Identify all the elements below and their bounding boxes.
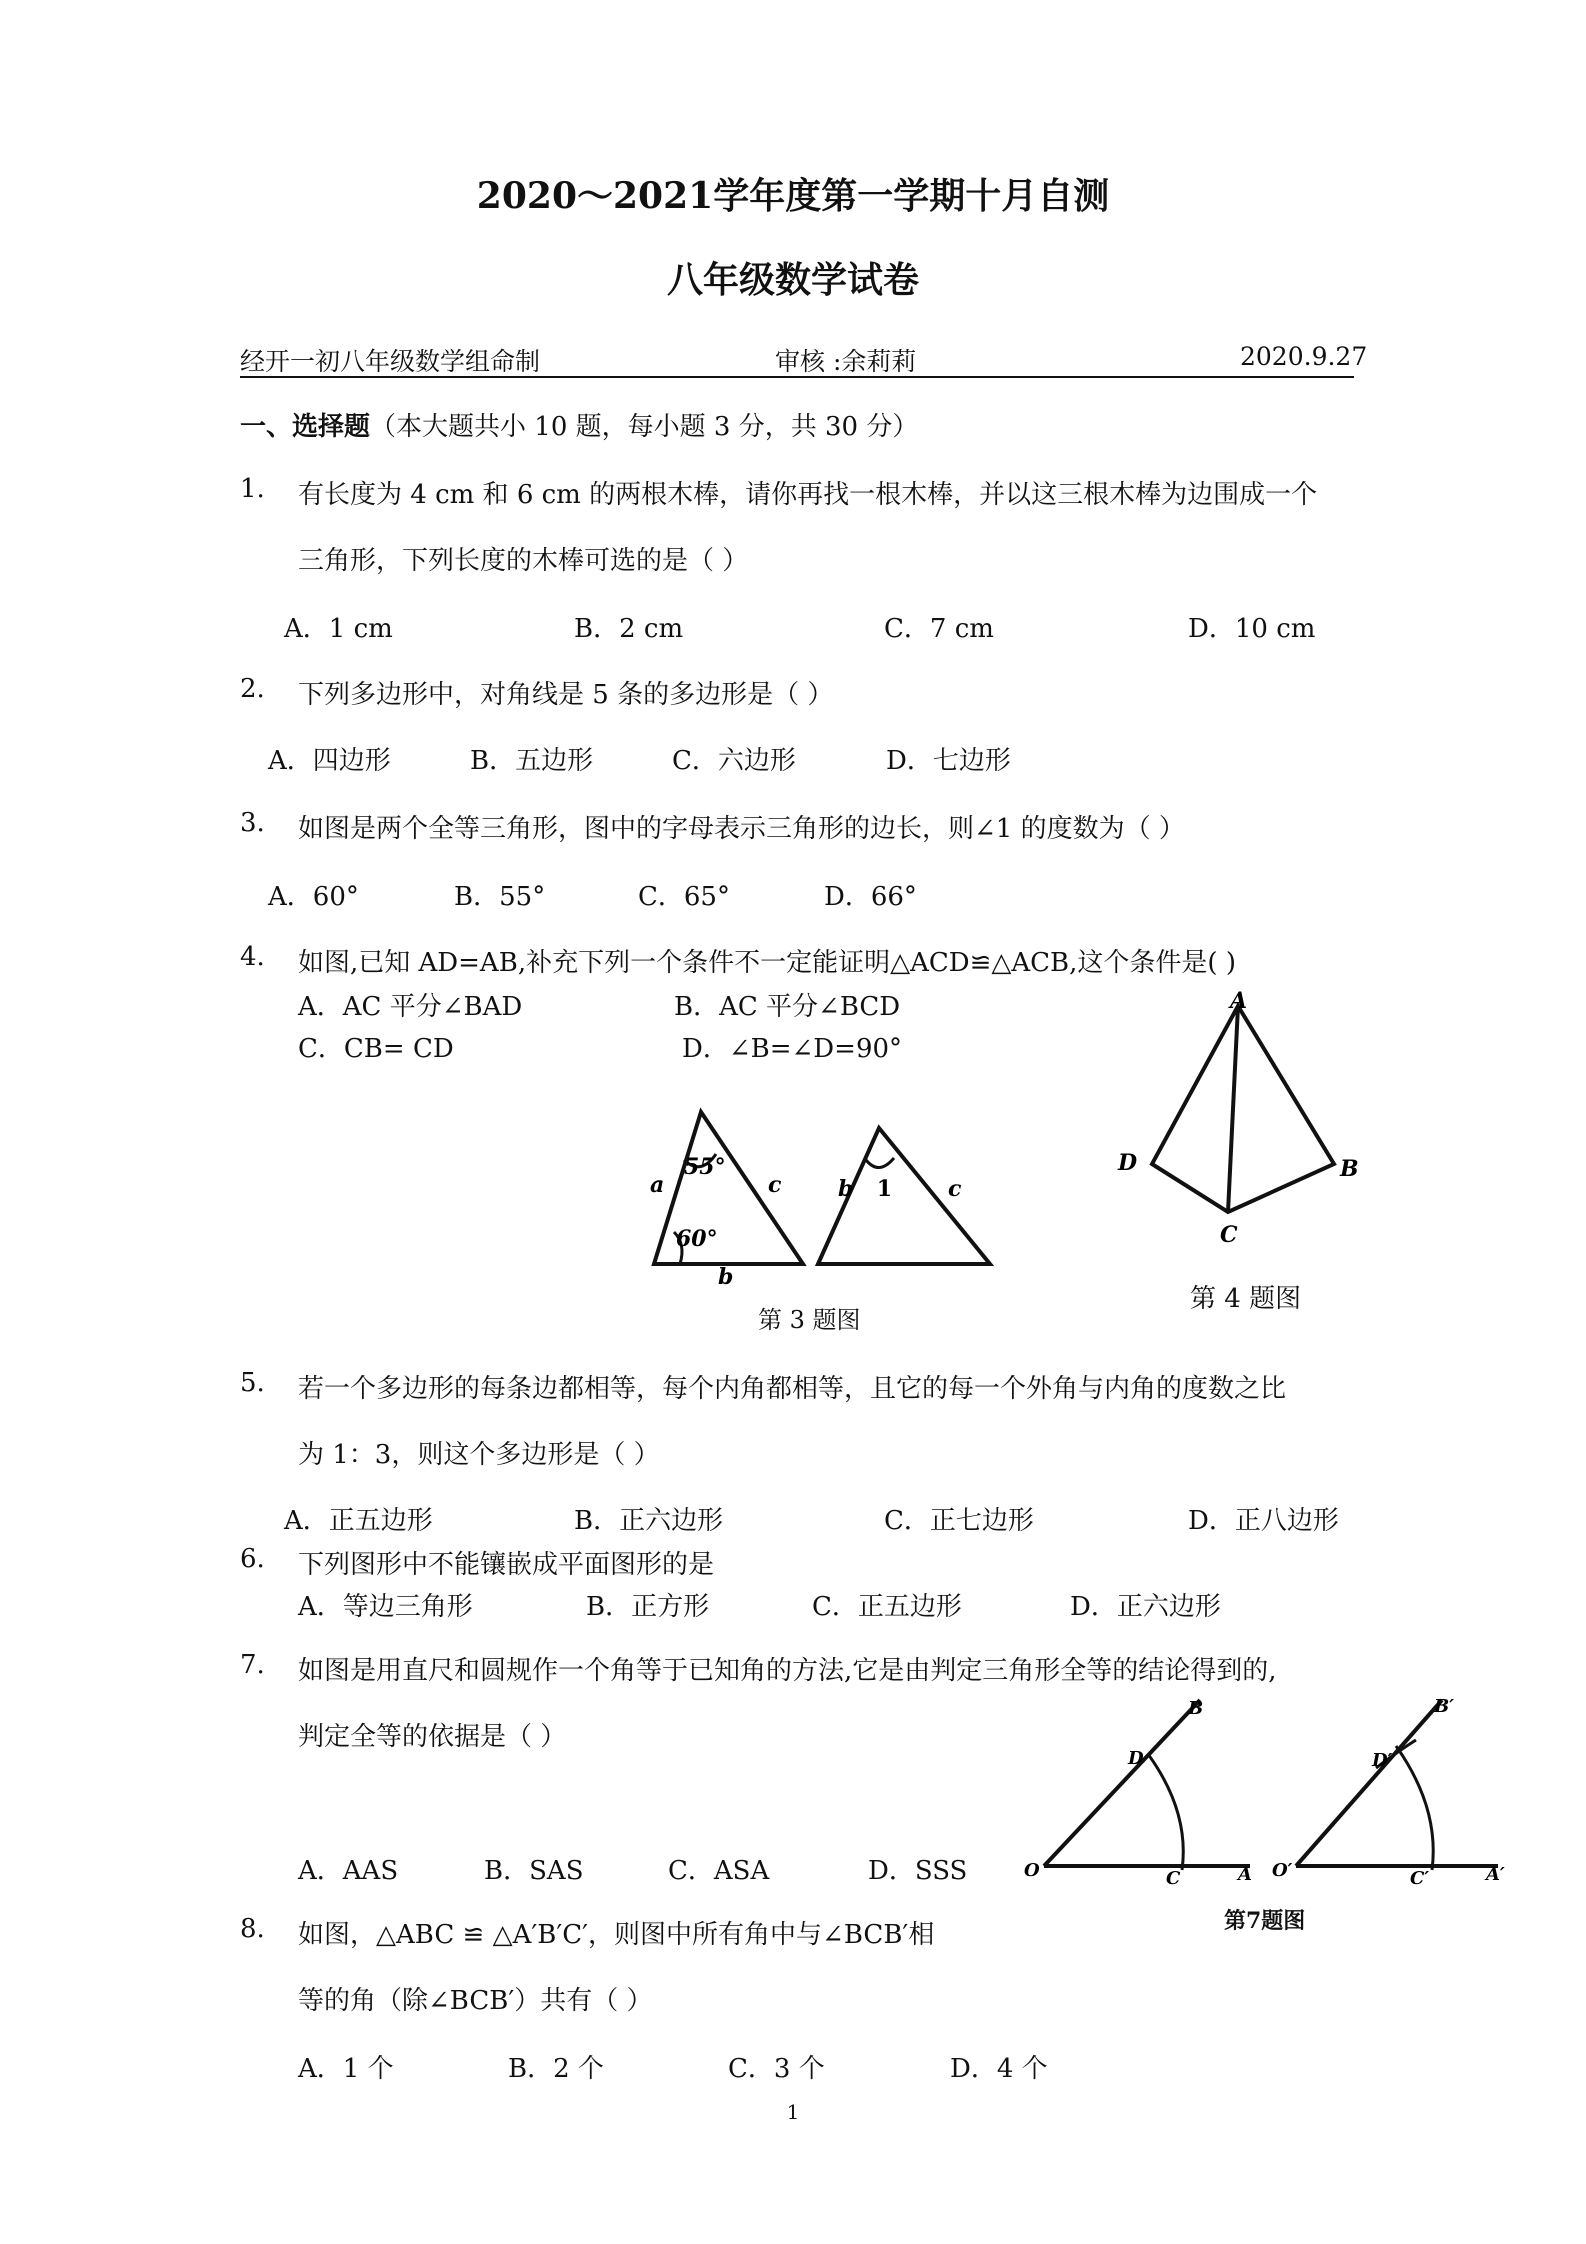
q3-option-a: A．60° [268, 882, 359, 912]
page-number: 1 [786, 2100, 800, 2124]
fig7-label-a: A [1238, 1864, 1252, 1885]
q6-option-d: D．正六边形 [1070, 1592, 1221, 1622]
header-rule [240, 376, 1354, 378]
q7-number: 7. [240, 1650, 265, 1680]
fig7-label-c: C [1166, 1868, 1181, 1889]
fig7-label-a-prime: A′ [1486, 1864, 1505, 1885]
q8-stem-line2: 等的角（除∠BCB′）共有（ ） [298, 1986, 653, 2016]
fig3-caption: 第 3 题图 [758, 1306, 861, 1334]
fig3-angle-55: 55° [684, 1154, 726, 1180]
q1-stem-line2: 三角形，下列长度的木棒可选的是（ ） [298, 546, 749, 576]
q1-option-c: C．7 cm [884, 614, 994, 644]
fig4-label-a: A [1230, 988, 1248, 1014]
q6-number: 6. [240, 1544, 265, 1574]
fig7-label-o: O [1024, 1860, 1040, 1881]
q3-number: 3. [240, 808, 265, 838]
fig4-label-b: B [1340, 1156, 1359, 1182]
date-line: 2020.9.27 [1240, 342, 1368, 371]
q6-stem: 下列图形中不能镶嵌成平面图形的是 [298, 1550, 715, 1580]
q5-stem-line1: 若一个多边形的每条边都相等，每个内角都相等，且它的每一个外角与内角的度数之比 [298, 1374, 1287, 1404]
q8-stem-line1: 如图，△ABC ≌ △A′B′C′，则图中所有角中与∠BCB′相 [298, 1920, 935, 1950]
fig4-caption: 第 4 题图 [1190, 1284, 1302, 1314]
fig7-label-c-prime: C′ [1410, 1868, 1430, 1889]
q2-stem: 下列多边形中，对角线是 5 条的多边形是（ ） [298, 680, 834, 710]
q4-stem: 如图,已知 AD=AB,补充下列一个条件不一定能证明△ACD≌△ACB,这个条件是( ) [298, 948, 1236, 978]
q8-option-d: D．4 个 [950, 2054, 1048, 2084]
q8-option-a: A．1 个 [298, 2054, 394, 2084]
q7-figure [1020, 1696, 1520, 1889]
q6-option-b: B．正方形 [586, 1592, 710, 1622]
q2-number: 2. [240, 674, 265, 704]
fig3-side-a: a [650, 1172, 665, 1198]
section-note: （本大题共小 10 题，每小题 3 分，共 30 分） [370, 412, 919, 442]
q3-option-b: B．55° [454, 882, 546, 912]
q5-option-d: D．正八边形 [1188, 1506, 1339, 1536]
exam-subtitle: 八年级数学试卷 [666, 259, 919, 301]
q5-option-c: C．正七边形 [884, 1506, 1034, 1536]
q1-option-b: B．2 cm [574, 614, 684, 644]
fig7-caption: 第7题图 [1224, 1908, 1306, 1934]
q8-number: 8. [240, 1914, 265, 1944]
section-heading [240, 406, 918, 443]
q5-number: 5. [240, 1368, 265, 1398]
q7-stem-line2: 判定全等的依据是（ ） [298, 1722, 567, 1752]
q4-figure [1100, 988, 1360, 1276]
q8-option-c: C．3 个 [728, 2054, 825, 2084]
q7-option-b: B．SAS [484, 1856, 584, 1886]
q3-figure [640, 1100, 1040, 1290]
q7-option-d: D．SSS [868, 1856, 968, 1886]
section-label: 一、选择题 [240, 412, 371, 442]
fig7-label-b-prime: B′ [1434, 1696, 1454, 1717]
fig3-side-b-right: b [838, 1176, 854, 1202]
fig4-label-c: C [1220, 1222, 1238, 1248]
exam-title: 2020～2021学年度第一学期十月自测 [476, 175, 1110, 217]
q8-option-b: B．2 个 [508, 2054, 604, 2084]
q1-stem-line1: 有长度为 4 cm 和 6 cm 的两根木棒，请你再找一根木棒，并以这三根木棒为边围成一个 [298, 480, 1318, 510]
q7-option-c: C．ASA [668, 1856, 770, 1886]
fig3-side-b-left: b [718, 1264, 734, 1290]
q3-option-c: C．65° [638, 882, 730, 912]
q4-option-c: C．CB= CD [298, 1034, 454, 1064]
fig7-label-b: B [1188, 1698, 1204, 1719]
author-line: 经开一初八年级数学组命制 [240, 347, 541, 376]
q7-option-a: A．AAS [298, 1856, 399, 1886]
q1-number: 1. [240, 474, 265, 504]
fig3-angle-1: 1 [876, 1176, 892, 1202]
q5-option-b: B．正六边形 [574, 1506, 724, 1536]
q2-option-c: C．六边形 [672, 746, 796, 776]
q7-stem-line1: 如图是用直尺和圆规作一个角等于已知角的方法,它是由判定三角形全等的结论得到的, [298, 1656, 1277, 1686]
reviewer-line: 审核 :余莉莉 [775, 347, 917, 376]
fig7-label-d-prime: D′ [1372, 1750, 1393, 1771]
q5-option-a: A．正五边形 [284, 1506, 433, 1536]
q2-option-a: A．四边形 [268, 746, 391, 776]
q6-option-c: C．正五边形 [812, 1592, 962, 1622]
q3-stem: 如图是两个全等三角形，图中的字母表示三角形的边长，则∠1 的度数为（ ） [298, 814, 1185, 844]
q5-stem-line2: 为 1：3，则这个多边形是（ ） [298, 1440, 660, 1470]
q1-option-d: D．10 cm [1188, 614, 1316, 644]
fig3-angle-60: 60° [676, 1226, 718, 1252]
q3-option-d: D．66° [824, 882, 917, 912]
fig7-label-o-prime: O′ [1272, 1860, 1293, 1881]
q4-number: 4. [240, 942, 265, 972]
q4-option-d: D．∠B=∠D=90° [682, 1034, 903, 1064]
q2-option-b: B．五边形 [470, 746, 594, 776]
fig4-label-d: D [1118, 1150, 1138, 1176]
fig3-side-c-right: c [948, 1176, 962, 1202]
q1-option-a: A．1 cm [284, 614, 393, 644]
q4-option-a: A．AC 平分∠BAD [298, 992, 523, 1022]
fig3-side-c-left: c [768, 1172, 782, 1198]
q6-option-a: A．等边三角形 [298, 1592, 473, 1622]
q2-option-d: D．七边形 [886, 746, 1011, 776]
fig7-label-d: D [1128, 1748, 1144, 1769]
q4-option-b: B．AC 平分∠BCD [674, 992, 901, 1022]
